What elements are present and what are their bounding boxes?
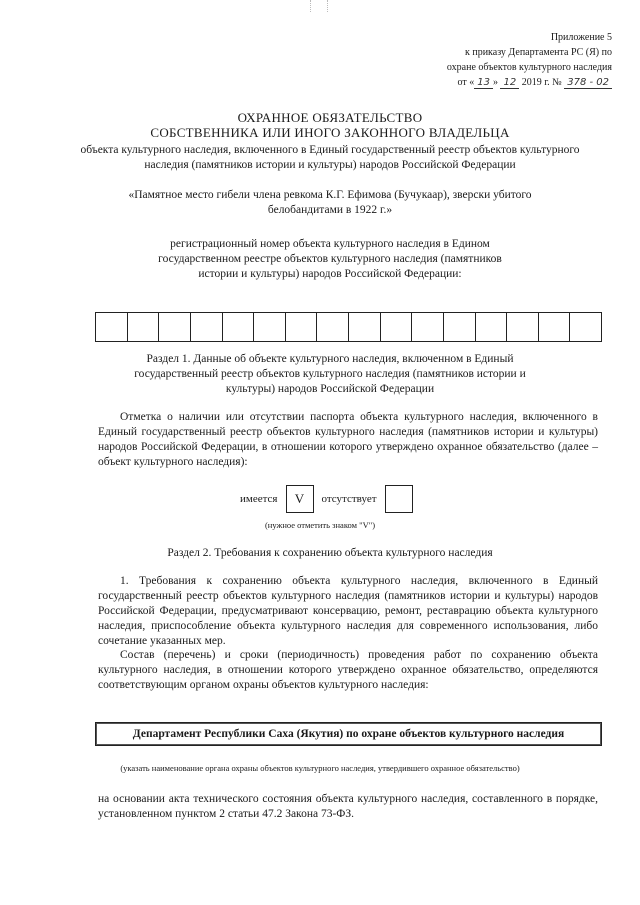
date-prefix: от «	[457, 77, 475, 88]
registration-cell[interactable]	[286, 313, 318, 341]
registration-cell[interactable]	[254, 313, 286, 341]
appendix-line-2: к приказу Департамента РС (Я) по	[464, 47, 612, 58]
section2-paragraph-1: 1. Требования к сохранению объекта культурного наследия, включенного в Единый государственный реестр объектов культурного наследия (памятников истории и культуры) народов Российской Федерации, предусматривают консервацию, ремонт, реставрацию объекта культурного наследия, приспособление объекта культурного наследия для современного использования, либо сочетание указанных мер.	[98, 575, 598, 647]
title-line-1: ОХРАННОЕ ОБЯЗАТЕЛЬСТВО	[237, 110, 423, 125]
basis-text: на основании акта технического состояния объекта культурного наследия, составленного в порядке, установленном пунктом 2 статьи 47.2 Закона 73-ФЗ.	[98, 793, 598, 820]
registration-cell[interactable]	[412, 313, 444, 341]
passport-present-label: имеется	[240, 493, 278, 505]
protection-organ-field: Департамент Республики Саха (Якутия) по охране объектов культурного наследия	[95, 722, 602, 746]
registration-cell[interactable]	[191, 313, 223, 341]
title-line-2: СОБСТВЕННИКА ИЛИ ИНОГО ЗАКОННОГО ВЛАДЕЛЬЦА	[150, 125, 510, 140]
registration-label: регистрационный номер объекта культурного наследия в Едином государственном реестре объектов культурного наследия (памятников истории и культуры) народов Российской Федерации:	[158, 238, 502, 280]
document-title	[60, 110, 600, 140]
date-month: 12	[500, 77, 519, 89]
registration-cell[interactable]	[381, 313, 413, 341]
section1-heading: Раздел 1. Данные об объекте культурного наследия, включенном в Единый государственный реестр объектов культурного наследия (памятников истории и культуры) народов Российской Федерации	[134, 353, 526, 395]
appendix-block	[402, 30, 612, 90]
registration-cell[interactable]	[223, 313, 255, 341]
registration-cell[interactable]	[159, 313, 191, 341]
passport-absent-label: отсутствует	[321, 493, 377, 505]
scan-artifact	[310, 0, 328, 12]
registration-cell[interactable]	[444, 313, 476, 341]
registration-cell[interactable]	[476, 313, 508, 341]
object-name: «Памятное место гибели члена ревкома К.Г. Ефимова (Бучукаар), зверски убитого белобандитами в 1922 г.»	[128, 189, 532, 216]
passport-absent-checkbox[interactable]	[385, 485, 413, 513]
registration-cell[interactable]	[96, 313, 128, 341]
section2-paragraph-2: Состав (перечень) и сроки (периодичность) проведения работ по сохранению объекта культурного наследия, в отношении которого утверждено охранное обязательство, определяются соответствующим органом охраны объектов культурного наследия:	[98, 649, 598, 691]
appendix-line-1: Приложение 5	[550, 32, 612, 43]
registration-cell[interactable]	[539, 313, 571, 341]
order-number: 378 - 02	[564, 77, 612, 89]
registration-number-grid	[95, 312, 602, 342]
document-subtitle: объекта культурного наследия, включенного в Единый государственный реестр объектов культурного наследия (памятников истории и культуры) народов Российской Федерации	[80, 144, 580, 171]
registration-cell[interactable]	[128, 313, 160, 341]
registration-cell[interactable]	[570, 313, 601, 341]
passport-hint: (нужное отметить знаком "V")	[264, 520, 376, 530]
registration-cell[interactable]	[317, 313, 349, 341]
registration-cell[interactable]	[349, 313, 381, 341]
passport-options	[240, 485, 421, 513]
appendix-date-line	[402, 75, 612, 90]
registration-cell[interactable]	[507, 313, 539, 341]
date-day: 13	[474, 77, 493, 89]
protection-organ-hint: (указать наименование органа охраны объектов культурного наследия, утвердившего охранное обязательство)	[120, 763, 520, 773]
passport-mark-text: Отметка о наличии или отсутствии паспорта объекта культурного наследия, включенного в Единый государственный реестр объектов культурного наследия (памятников истории и культуры) народов Российской Федерации, в отношении которого утверждено охранное обязательство (далее – объект культурного наследия):	[98, 411, 598, 468]
appendix-line-3: охране объектов культурного наследия	[446, 62, 612, 73]
section2-heading: Раздел 2. Требования к сохранению объекта культурного наследия	[167, 547, 493, 559]
date-year-no: 2019 г. №	[521, 77, 562, 88]
passport-present-checkbox[interactable]: V	[286, 485, 314, 513]
date-mid: »	[492, 77, 498, 88]
